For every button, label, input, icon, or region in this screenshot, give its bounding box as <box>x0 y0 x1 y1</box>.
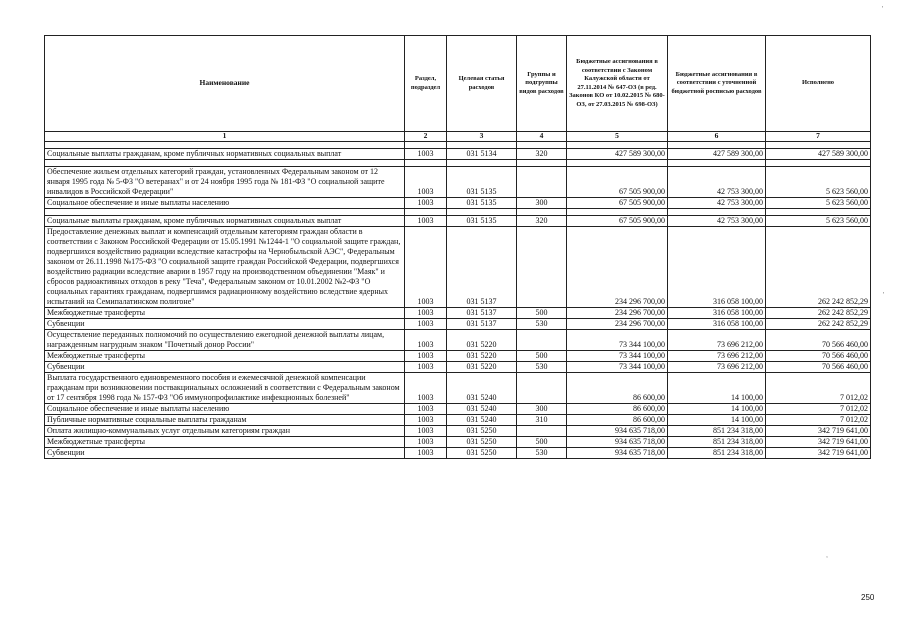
row-executed: 5 623 560,00 <box>766 167 871 198</box>
row-section: 1003 <box>405 437 447 448</box>
row-group: 320 <box>517 149 567 160</box>
table-row <box>45 426 871 437</box>
column-number: 1 <box>45 132 405 142</box>
table-row <box>45 373 871 404</box>
row-section: 1003 <box>405 167 447 198</box>
row-budget-law: 86 600,00 <box>567 404 668 415</box>
row-name: Обеспечение жильем отдельных категорий граждан, установленных Федеральным законом от 12 января 1995 года № 5-ФЗ "О ветеранах" и от 24 ноября 1995 года № 181-ФЗ "О социальной защите инвалидов в Российской Федерации" <box>45 167 405 198</box>
row-group: 500 <box>517 437 567 448</box>
row-budget-law: 67 505 900,00 <box>567 198 668 209</box>
row-budget-list: 14 100,00 <box>668 415 766 426</box>
row-budget-list: 851 234 318,00 <box>668 426 766 437</box>
row-target: 031 5137 <box>447 308 517 319</box>
spacer-cell <box>405 209 447 216</box>
row-target: 031 5220 <box>447 351 517 362</box>
row-group: 320 <box>517 216 567 227</box>
spacer-cell <box>766 142 871 149</box>
row-budget-law: 934 635 718,00 <box>567 448 668 459</box>
row-target: 031 5240 <box>447 373 517 404</box>
spacer-cell <box>447 160 517 167</box>
row-executed: 262 242 852,29 <box>766 319 871 330</box>
row-section: 1003 <box>405 415 447 426</box>
spacer-cell <box>517 160 567 167</box>
table-row <box>45 437 871 448</box>
row-section: 1003 <box>405 227 447 308</box>
row-section: 1003 <box>405 351 447 362</box>
header-section: Раздел, подраздел <box>405 36 447 132</box>
row-budget-list: 427 589 300,00 <box>668 149 766 160</box>
table-row <box>45 404 871 415</box>
row-section: 1003 <box>405 319 447 330</box>
spacer-cell <box>567 160 668 167</box>
header-target: Целевая статья расходов <box>447 36 517 132</box>
row-budget-list: 316 058 100,00 <box>668 319 766 330</box>
row-name: Социальные выплаты гражданам, кроме публичных нормативных социальных выплат <box>45 149 405 160</box>
table-row <box>45 319 871 330</box>
row-section: 1003 <box>405 216 447 227</box>
row-name: Межбюджетные трансферты <box>45 437 405 448</box>
row-section: 1003 <box>405 448 447 459</box>
row-budget-law: 73 344 100,00 <box>567 351 668 362</box>
row-budget-law: 234 296 700,00 <box>567 227 668 308</box>
row-budget-law: 234 296 700,00 <box>567 308 668 319</box>
row-budget-law: 73 344 100,00 <box>567 330 668 351</box>
table-row <box>45 198 871 209</box>
row-budget-list: 42 753 300,00 <box>668 167 766 198</box>
row-group: 530 <box>517 362 567 373</box>
column-number: 5 <box>567 132 668 142</box>
row-target: 031 5250 <box>447 448 517 459</box>
row-executed: 342 719 641,00 <box>766 426 871 437</box>
page-number: 250 <box>861 593 875 602</box>
table-row <box>45 362 871 373</box>
table-row <box>45 448 871 459</box>
column-number: 2 <box>405 132 447 142</box>
spacer-cell <box>567 209 668 216</box>
row-group: 530 <box>517 319 567 330</box>
header-name: Наименование <box>45 36 405 132</box>
row-budget-list: 73 696 212,00 <box>668 351 766 362</box>
row-executed: 427 589 300,00 <box>766 149 871 160</box>
row-target: 031 5240 <box>447 415 517 426</box>
row-target: 031 5250 <box>447 437 517 448</box>
table-row <box>45 149 871 160</box>
row-target: 031 5135 <box>447 167 517 198</box>
row-budget-law: 73 344 100,00 <box>567 362 668 373</box>
row-name: Межбюджетные трансферты <box>45 351 405 362</box>
spacer-cell <box>766 160 871 167</box>
row-section: 1003 <box>405 373 447 404</box>
row-target: 031 5134 <box>447 149 517 160</box>
table-row <box>45 351 871 362</box>
row-group <box>517 227 567 308</box>
row-section: 1003 <box>405 308 447 319</box>
scan-mark: ' <box>883 292 885 299</box>
row-target: 031 5137 <box>447 319 517 330</box>
row-budget-law: 67 505 900,00 <box>567 216 668 227</box>
column-number: 7 <box>766 132 871 142</box>
scan-mark: ' <box>882 6 884 13</box>
header-budget-list: Бюджетные ассигнования в соответствии с уточненной бюджетной росписью расходов <box>668 36 766 132</box>
row-budget-list: 316 058 100,00 <box>668 308 766 319</box>
table-row <box>45 216 871 227</box>
table-row <box>45 330 871 351</box>
row-group: 300 <box>517 198 567 209</box>
row-budget-list: 73 696 212,00 <box>668 330 766 351</box>
row-section: 1003 <box>405 404 447 415</box>
column-number: 4 <box>517 132 567 142</box>
row-executed: 7 012,02 <box>766 404 871 415</box>
row-name: Межбюджетные трансферты <box>45 308 405 319</box>
row-name: Социальные выплаты гражданам, кроме публичных нормативных социальных выплат <box>45 216 405 227</box>
table-row <box>45 167 871 198</box>
row-name: Оплата жилищно-коммунальных услуг отдельным категориям граждан <box>45 426 405 437</box>
scan-mark: , <box>826 552 828 559</box>
table-row <box>45 415 871 426</box>
row-budget-law: 934 635 718,00 <box>567 426 668 437</box>
spacer-cell <box>447 142 517 149</box>
row-name: Предоставление денежных выплат и компенсаций отдельным категориям граждан области в соответствии с Законом Российской Федерации от 15.05.1991 №1244-1 "О социальной защите граждан, подвергшихся воздействию радиации вследствие катастрофы на Чернобыльской АЭС", Федеральным законом от 26.11.1998 №175-ФЗ "О социальной защите граждан Российской Федерации, подвергшихся воздействию радиации вследствие аварии в 1957 году на производственном объединении "Маяк" и сбросов радиоактивных отходов в реку "Теча", Федеральным законом от 10.01.2002 №2-ФЗ "О социальных гарантиях гражданам, подвергшимся радиационному воздействию вследствие ядерных испытаний на Семипалатинском полигоне" <box>45 227 405 308</box>
row-executed: 5 623 560,00 <box>766 198 871 209</box>
spacer-row <box>45 209 871 216</box>
row-group <box>517 426 567 437</box>
row-budget-law: 427 589 300,00 <box>567 149 668 160</box>
row-section: 1003 <box>405 330 447 351</box>
row-name: Субвенции <box>45 362 405 373</box>
row-executed: 7 012,02 <box>766 373 871 404</box>
row-budget-list: 14 100,00 <box>668 404 766 415</box>
row-executed: 342 719 641,00 <box>766 448 871 459</box>
column-number: 6 <box>668 132 766 142</box>
spacer-row <box>45 142 871 149</box>
spacer-cell <box>668 209 766 216</box>
spacer-cell <box>517 142 567 149</box>
row-section: 1003 <box>405 426 447 437</box>
row-name: Социальное обеспечение и иные выплаты населению <box>45 404 405 415</box>
row-target: 031 5135 <box>447 216 517 227</box>
spacer-cell <box>668 160 766 167</box>
row-executed: 342 719 641,00 <box>766 437 871 448</box>
row-budget-list: 14 100,00 <box>668 373 766 404</box>
row-executed: 70 566 460,00 <box>766 351 871 362</box>
row-executed: 70 566 460,00 <box>766 362 871 373</box>
row-budget-list: 851 234 318,00 <box>668 448 766 459</box>
table-row <box>45 308 871 319</box>
row-budget-law: 86 600,00 <box>567 415 668 426</box>
row-budget-law: 234 296 700,00 <box>567 319 668 330</box>
spacer-row <box>45 160 871 167</box>
row-budget-law: 86 600,00 <box>567 373 668 404</box>
spacer-cell <box>447 209 517 216</box>
row-budget-list: 42 753 300,00 <box>668 216 766 227</box>
row-name: Публичные нормативные социальные выплаты гражданам <box>45 415 405 426</box>
row-budget-list: 851 234 318,00 <box>668 437 766 448</box>
row-executed: 262 242 852,29 <box>766 227 871 308</box>
table-row <box>45 227 871 308</box>
row-budget-list: 316 058 100,00 <box>668 227 766 308</box>
row-name: Выплата государственного единовременного пособия и ежемесячной денежной компенсации гражданам при возникновении поствакцинальных осложнений в соответствии с Федеральным законом от 17 сентября 1998 года № 157-ФЗ "Об иммунопрофилактике инфекционных болезней" <box>45 373 405 404</box>
spacer-cell <box>45 209 405 216</box>
row-name: Субвенции <box>45 319 405 330</box>
header-group: Группы и подгруппы видов расходов <box>517 36 567 132</box>
spacer-cell <box>567 142 668 149</box>
spacer-cell <box>45 160 405 167</box>
row-section: 1003 <box>405 362 447 373</box>
row-budget-list: 73 696 212,00 <box>668 362 766 373</box>
row-target: 031 5240 <box>447 404 517 415</box>
spacer-cell <box>668 142 766 149</box>
spacer-cell <box>405 142 447 149</box>
row-section: 1003 <box>405 198 447 209</box>
row-executed: 5 623 560,00 <box>766 216 871 227</box>
row-name: Субвенции <box>45 448 405 459</box>
row-name: Социальное обеспечение и иные выплаты населению <box>45 198 405 209</box>
row-target: 031 5220 <box>447 330 517 351</box>
row-name: Осуществление переданных полномочий по осуществлению ежегодной денежной выплаты лицам, награжденным нагрудным знаком "Почетный донор России" <box>45 330 405 351</box>
row-group: 500 <box>517 308 567 319</box>
row-budget-list: 42 753 300,00 <box>668 198 766 209</box>
row-target: 031 5135 <box>447 198 517 209</box>
row-executed: 262 242 852,29 <box>766 308 871 319</box>
row-group <box>517 167 567 198</box>
row-group: 300 <box>517 404 567 415</box>
header-budget-law: Бюджетные ассигнования в соответствии с Законом Калужской области от 27.11.2014 № 647-ОЗ (в ред. Законов КО от 10.02.2015 № 680-ОЗ, от 27.03.2015 № 698-ОЗ) <box>567 36 668 132</box>
row-group <box>517 330 567 351</box>
row-budget-law: 67 505 900,00 <box>567 167 668 198</box>
row-executed: 70 566 460,00 <box>766 330 871 351</box>
spacer-cell <box>766 209 871 216</box>
budget-table <box>44 35 871 459</box>
spacer-cell <box>45 142 405 149</box>
header-executed: Исполнено <box>766 36 871 132</box>
spacer-cell <box>517 209 567 216</box>
row-executed: 7 012,02 <box>766 415 871 426</box>
row-group <box>517 373 567 404</box>
row-group: 500 <box>517 351 567 362</box>
spacer-cell <box>405 160 447 167</box>
row-group: 530 <box>517 448 567 459</box>
row-section: 1003 <box>405 149 447 160</box>
row-target: 031 5220 <box>447 362 517 373</box>
row-target: 031 5137 <box>447 227 517 308</box>
row-group: 310 <box>517 415 567 426</box>
column-number: 3 <box>447 132 517 142</box>
row-budget-law: 934 635 718,00 <box>567 437 668 448</box>
row-target: 031 5250 <box>447 426 517 437</box>
